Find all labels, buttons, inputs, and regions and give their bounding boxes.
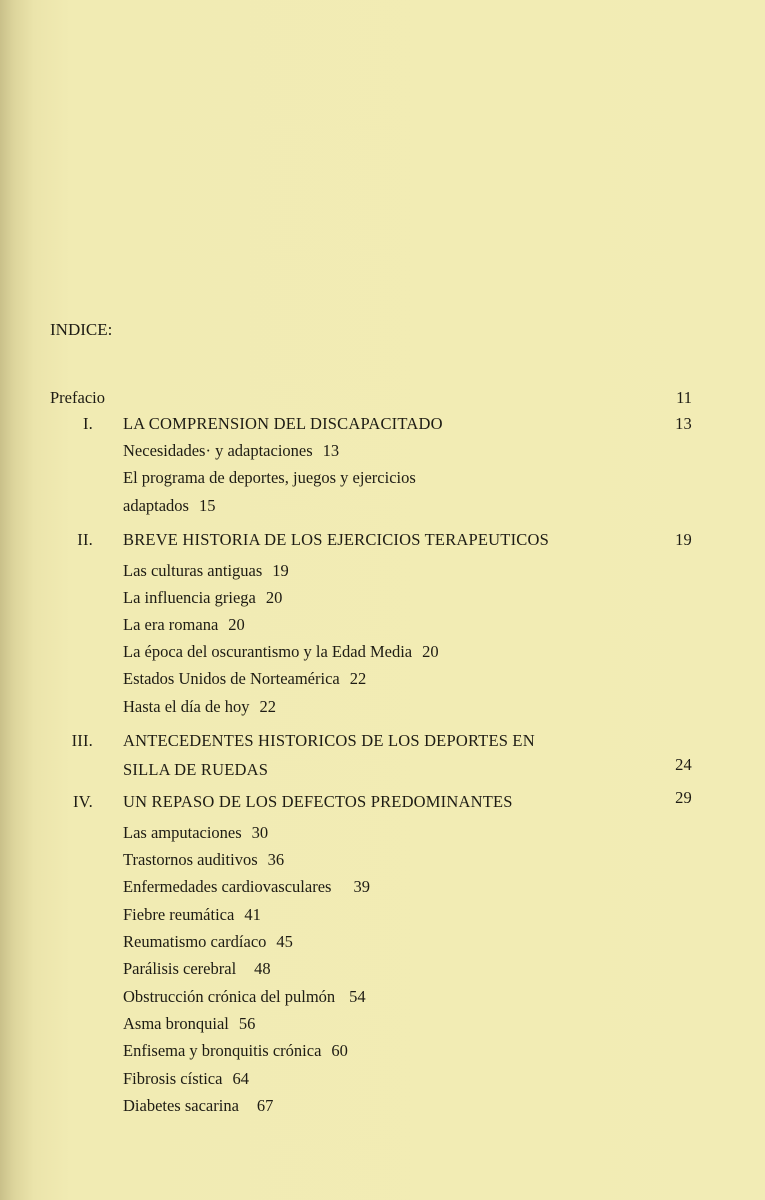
chapter-title: BREVE HISTORIA DE LOS EJERCICIOS TERAPEUTICOS — [123, 530, 549, 549]
chapter-numeral: I. — [82, 414, 93, 433]
section-title: Enfermedades cardiovasculares — [123, 877, 332, 896]
section-title: La época del oscurantismo y la Edad Media — [123, 642, 413, 661]
toc-section — [0, 669, 765, 689]
chapter-page: 24 — [675, 755, 692, 774]
section-title: Reumatismo cardíaco — [123, 932, 267, 951]
toc-section — [0, 441, 765, 461]
toc-section — [0, 697, 765, 717]
toc-section — [0, 1041, 765, 1061]
section-title: Asma bronquial — [123, 1014, 229, 1033]
section-page: 64 — [232, 1069, 249, 1088]
section-page: 48 — [254, 959, 271, 978]
toc-entry-preface — [0, 388, 765, 408]
toc-chapter-4 — [0, 788, 765, 812]
section-page: 45 — [276, 932, 293, 951]
section-title: El programa de deportes, juegos y ejercicios — [123, 468, 416, 487]
section-page: 20 — [422, 642, 439, 661]
section-title: adaptados — [123, 496, 189, 515]
section-page: 19 — [272, 561, 289, 580]
chapter-page: 19 — [675, 530, 692, 549]
section-title: Fiebre reumática — [123, 905, 235, 924]
toc-section — [0, 642, 765, 662]
chapter-page: 13 — [675, 414, 692, 433]
toc-section — [0, 1096, 765, 1116]
toc-section — [0, 496, 765, 516]
section-page: 41 — [244, 905, 261, 924]
section-title: Parálisis cerebral — [123, 959, 237, 978]
chapter-numeral: II. — [77, 530, 93, 549]
toc-section — [0, 823, 765, 843]
toc-section — [0, 905, 765, 925]
toc-chapter-3 — [0, 731, 765, 751]
section-title: Hasta el día de hoy — [123, 697, 250, 716]
section-title: Estados Unidos de Norteamérica — [123, 669, 340, 688]
chapter-title-line2: SILLA DE RUEDAS — [123, 760, 269, 779]
toc-section — [0, 615, 765, 635]
toc-chapter-2 — [0, 530, 765, 550]
toc-section — [0, 468, 765, 488]
section-title: Fibrosis cística — [123, 1069, 223, 1088]
section-title: Enfisema y bronquitis crónica — [123, 1041, 322, 1060]
chapter-title: UN REPASO DE LOS DEFECTOS PREDOMINANTES — [123, 792, 513, 811]
index-heading: INDICE: — [50, 320, 113, 339]
section-title: Necesidades· y adaptaciones — [123, 441, 313, 460]
section-page: 13 — [322, 441, 340, 460]
toc-section — [0, 850, 765, 870]
section-title: Diabetes sacarina — [123, 1096, 239, 1115]
section-page: 56 — [238, 1014, 256, 1033]
toc-section — [0, 1014, 765, 1034]
chapter-numeral: III. — [71, 731, 93, 750]
toc-chapter-3-continued — [0, 755, 765, 780]
toc-section — [0, 959, 765, 979]
section-page: 20 — [265, 588, 283, 607]
section-page: 67 — [256, 1096, 274, 1115]
section-page: 30 — [251, 823, 269, 842]
section-page: 22 — [349, 669, 367, 688]
section-page: 15 — [198, 496, 216, 515]
chapter-numeral: IV. — [72, 792, 93, 811]
section-title: La era romana — [123, 615, 219, 634]
chapter-title: LA COMPRENSION DEL DISCAPACITADO — [123, 414, 443, 433]
section-page: 54 — [349, 987, 366, 1006]
section-page: 20 — [228, 615, 245, 634]
section-title: La influencia griega — [123, 588, 256, 607]
section-page: 39 — [353, 877, 370, 896]
toc-section — [0, 1069, 765, 1089]
section-page: 22 — [259, 697, 276, 716]
chapter-page: 29 — [675, 788, 692, 807]
section-title: Las amputaciones — [123, 823, 242, 842]
toc-section — [0, 987, 765, 1007]
toc-section — [0, 877, 765, 897]
toc-section — [0, 561, 765, 581]
chapter-title: ANTECEDENTES HISTORICOS DE LOS DEPORTES EN — [123, 731, 535, 750]
toc-section — [0, 932, 765, 952]
section-title: Obstrucción crónica del pulmón — [123, 987, 336, 1006]
section-title: Las culturas antiguas — [123, 561, 263, 580]
toc-section — [0, 588, 765, 608]
section-title: Trastornos auditivos — [123, 850, 258, 869]
section-page: 36 — [267, 850, 285, 869]
entry-page: 11 — [676, 388, 692, 407]
section-page: 60 — [331, 1041, 348, 1060]
entry-title: Prefacio — [50, 388, 105, 407]
toc-chapter-1 — [0, 414, 765, 434]
